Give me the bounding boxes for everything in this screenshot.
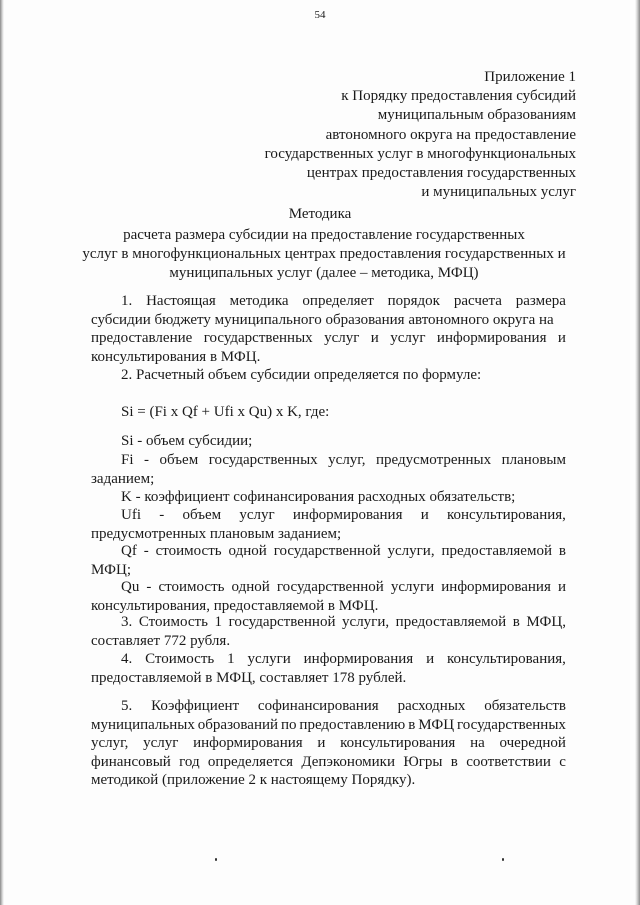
paragraph-line: субсидии бюджету муниципального образования автономного округа на	[91, 311, 554, 328]
word: Ufi	[121, 507, 141, 523]
word: услуги,	[342, 614, 390, 630]
word: 4.	[121, 651, 133, 667]
word: 3.	[121, 614, 133, 630]
word: Стоимость	[138, 614, 208, 630]
word: государственной	[276, 579, 384, 595]
word: 5.	[121, 698, 133, 714]
definition-line	[121, 578, 566, 597]
annex-line: центрах предоставления государственных	[306, 165, 576, 182]
paragraph-4	[91, 650, 566, 687]
formula-text: Si = (Fi x Qf + Ufi x Qu) x K, где:	[121, 404, 330, 420]
word: 1.	[121, 293, 133, 309]
definition-line	[121, 506, 566, 525]
method-title: Методика	[288, 206, 352, 222]
scan-edge-right	[635, 0, 640, 905]
paragraph-line: составляет 772 рубля.	[91, 632, 231, 649]
word: финансовый	[91, 753, 171, 770]
definition-line: Si - объем субсидии;	[121, 433, 253, 449]
word: предоставляемой	[395, 614, 507, 630]
word: 1	[227, 651, 235, 667]
word: и	[557, 579, 566, 595]
word: предоставление	[91, 330, 193, 346]
word: государственных	[203, 330, 313, 346]
word: соответствии	[466, 753, 551, 770]
definition-line	[121, 451, 566, 470]
word: -	[146, 579, 152, 595]
paragraph-2	[121, 366, 481, 385]
word: услуг,	[91, 735, 129, 751]
word: Настоящая	[146, 293, 216, 309]
word: услуг	[239, 507, 275, 523]
word: порядок	[387, 293, 440, 309]
word: Югры	[403, 753, 443, 770]
paragraph-1	[91, 292, 566, 366]
scan-edge-left	[0, 0, 4, 905]
word: государственной	[228, 614, 336, 630]
word: предоставляемой	[441, 543, 552, 559]
word: год	[179, 753, 200, 770]
word: Депэкономики	[301, 753, 395, 770]
word: объем	[159, 452, 199, 468]
subtitle-line: услуг в многофункциональных центрах предоставления государственных и	[82, 246, 566, 262]
word: МФЦ	[418, 716, 455, 733]
annex-line: муниципальным образованиям	[377, 107, 576, 124]
word: и	[370, 330, 379, 346]
word: государственных	[456, 716, 566, 733]
paragraph-line	[121, 613, 566, 632]
word: информирования	[436, 330, 547, 346]
definition-line: консультирования, предоставляемой в МФЦ.	[91, 597, 379, 614]
word: Коэффициент	[151, 698, 240, 714]
word: очередной	[499, 735, 566, 751]
definition-ufi	[91, 506, 566, 543]
word: в	[450, 753, 458, 770]
word: стоимость	[158, 579, 225, 595]
subtitle-line: муниципальных услуг (далее – методика, МФЦ)	[169, 265, 479, 281]
word: объем	[182, 507, 222, 523]
paragraph-line	[91, 329, 566, 348]
word: размера	[515, 293, 566, 309]
word: одной	[231, 579, 270, 595]
word: на	[470, 735, 485, 751]
word: и	[317, 735, 326, 751]
word: определяется	[207, 753, 294, 770]
word: и	[420, 507, 429, 523]
word: -	[144, 452, 150, 468]
definition-qu	[91, 578, 566, 615]
word: определяет	[302, 293, 374, 309]
word: софинансирования	[257, 698, 379, 714]
paragraph-line	[121, 650, 566, 669]
definition-fi	[91, 451, 566, 488]
word: одной	[228, 543, 267, 559]
paragraph-5	[91, 697, 566, 790]
paragraph-line: консультирования в МФЦ.	[91, 348, 261, 365]
scan-speck	[502, 858, 504, 861]
annex-header	[265, 68, 576, 202]
word: образований	[197, 716, 279, 733]
word: с	[559, 753, 566, 770]
word: в	[558, 543, 566, 559]
word: в	[408, 716, 416, 733]
word: МФЦ,	[526, 614, 566, 630]
scan-speck	[215, 858, 217, 861]
word: информирования	[292, 507, 403, 523]
formula	[121, 403, 329, 422]
word: методика	[229, 293, 289, 309]
method-subtitle	[64, 226, 584, 283]
annex-line: государственных услуг в многофункциональных	[264, 145, 576, 162]
definition-line: предусмотренных плановым заданием;	[91, 525, 342, 542]
word: муниципальных	[91, 716, 195, 733]
word: и	[557, 330, 566, 346]
definition-line	[121, 542, 566, 561]
paragraph-line	[91, 716, 566, 735]
paragraph-line: методикой (приложение 2 к настоящему Порядку).	[91, 772, 416, 788]
word: стоимость	[155, 543, 222, 559]
word: консультирования,	[446, 651, 566, 667]
word: -	[143, 543, 149, 559]
paragraph-line	[121, 292, 566, 311]
word: обязательств	[484, 698, 566, 714]
paragraph-line: предоставляемой в МФЦ, составляет 178 рублей.	[91, 669, 407, 686]
word: и	[426, 651, 435, 667]
word: плановым	[501, 452, 566, 468]
word: в	[512, 614, 520, 630]
definition-qf	[91, 542, 566, 579]
word: консультирования,	[446, 507, 566, 523]
paragraph-line: 2. Расчетный объем субсидии определяется по формуле:	[121, 367, 482, 383]
definition-k	[121, 488, 515, 507]
definition-si	[121, 432, 252, 451]
word: услуг	[143, 735, 179, 751]
word: Стоимость	[145, 651, 215, 667]
word: государственных	[208, 452, 318, 468]
definition-line: МФЦ;	[91, 561, 131, 578]
word: расчета	[453, 293, 502, 309]
word: услуг	[390, 330, 426, 346]
paragraph-line	[91, 734, 566, 753]
word: расходных	[397, 698, 466, 714]
annex-line: автономного округа на предоставление	[325, 126, 576, 143]
word: услуги	[247, 651, 291, 667]
word: -	[159, 507, 165, 523]
word: информирования	[193, 735, 303, 751]
word: Qu	[121, 579, 140, 595]
word: услуги	[390, 579, 435, 595]
word: информирования	[441, 579, 551, 595]
word: предоставлению	[299, 716, 406, 733]
annex-line: к Порядку предоставления субсидий	[341, 88, 576, 105]
word: предусмотренных	[376, 452, 492, 468]
definition-line: заданием;	[91, 470, 155, 487]
paragraph-3	[91, 613, 566, 650]
word: по	[280, 716, 297, 733]
word: Qf	[121, 543, 137, 559]
word: консультирования	[340, 735, 456, 751]
word: услуг	[324, 330, 360, 346]
paragraph-line	[121, 697, 566, 716]
annex-line: и муниципальных услуг	[421, 184, 576, 201]
annex-line: Приложение 1	[484, 69, 576, 85]
paragraph-line	[91, 753, 566, 772]
word: услуг,	[328, 452, 366, 468]
word: государственной	[273, 543, 381, 559]
word: услуги,	[387, 543, 435, 559]
word: информирования	[303, 651, 414, 667]
subtitle-line: расчета размера субсидии на предоставление государственных	[123, 227, 525, 243]
word: 1	[214, 614, 222, 630]
page-number: 54	[314, 9, 326, 21]
word: Fi	[121, 452, 134, 468]
definition-line: K - коэффициент софинансирования расходных обязательств;	[121, 489, 516, 505]
